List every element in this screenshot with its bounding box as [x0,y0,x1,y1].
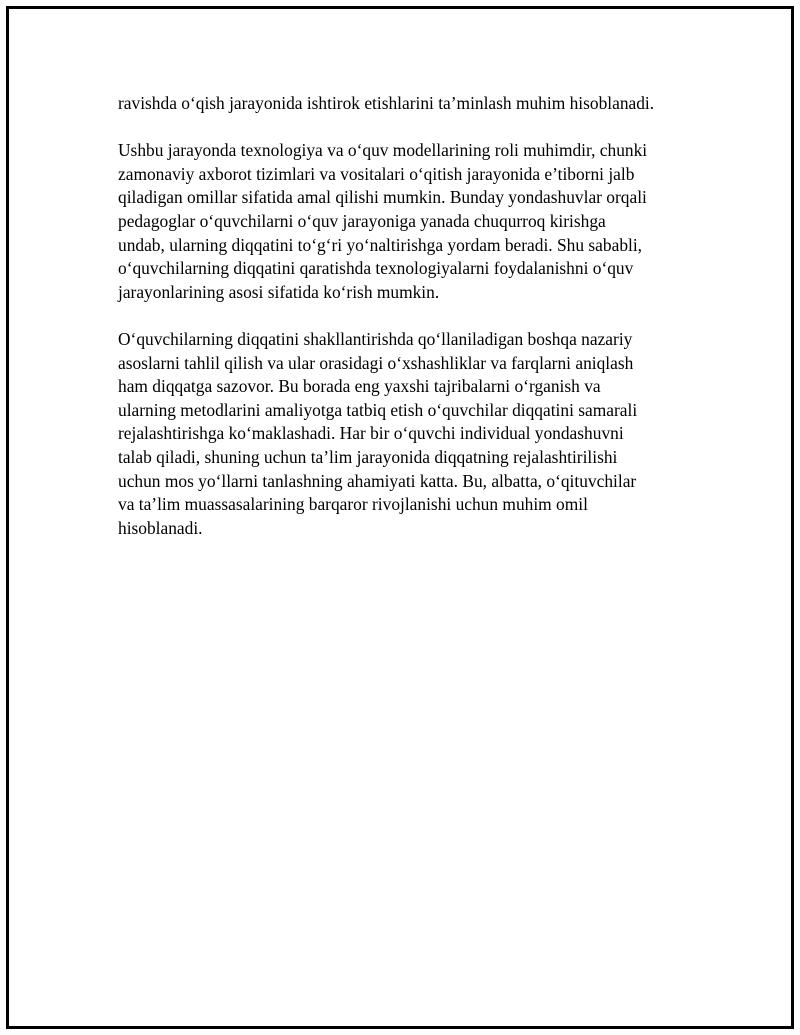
text-line: rejalashtirishga ko‘maklashadi. Har bir o‘quvchi individual yondashuvni [118,423,624,444]
text-line: ularning metodlarini amaliyotga tatbiq etish o‘quvchilar diqqatini samarali [118,399,638,420]
text-line: pedagoglar o‘quvchilarni o‘quv jarayoniga yanada chuqurroq kirishga [118,210,606,231]
text-line: qiladigan omillar sifatida amal qilishi mumkin. Bunday yondashuvlar orqali [118,187,647,208]
text-line: O‘quvchilarning diqqatini shakllantirishda qo‘llaniladigan boshqa nazariy [118,328,633,349]
text-line: Ushbu jarayonda texnologiya va o‘quv modellarining roli muhimdir, chunki [118,140,648,161]
text-line: jarayonlarining asosi sifatida ko‘rish mumkin. [118,281,440,302]
text-line: o‘quvchilarning diqqatini qaratishda texnologiyalarni foydalanishni o‘quv [118,258,634,279]
text-line: talab qiladi, shuning uchun ta’lim jarayonida diqqatning rejalashtirilishi [118,446,618,467]
paragraph-3 [118,328,698,540]
text-line: ravishda o‘qish jarayonida ishtirok etishlarini ta’minlash muhim hisoblanadi. [118,93,655,113]
text-line: ham diqqatga sazovor. Bu borada eng yaxshi tajribalarni o‘rganish va [118,376,601,397]
paragraph-1 [118,92,698,116]
document-body [118,92,698,564]
text-line: uchun mos yo‘llarni tanlashning ahamiyati katta. Bu, albatta, o‘qituvchilar [118,470,637,491]
text-line: va ta’lim muassasalarining barqaror rivojlanishi uchun muhim omil [118,494,588,515]
text-line: hisoblanadi. [118,517,203,538]
text-line: zamonaviy axborot tizimlari va vositalari o‘qitish jarayonida e’tiborni jalb [118,163,635,184]
text-line: undab, ularning diqqatini to‘g‘ri yo‘naltirishga yordam beradi. Shu sababli, [118,234,643,255]
paragraph-2 [118,139,698,304]
text-line: asoslarni tahlil qilish va ular orasidagi o‘xshashliklar va farqlarni aniqlash [118,352,634,373]
